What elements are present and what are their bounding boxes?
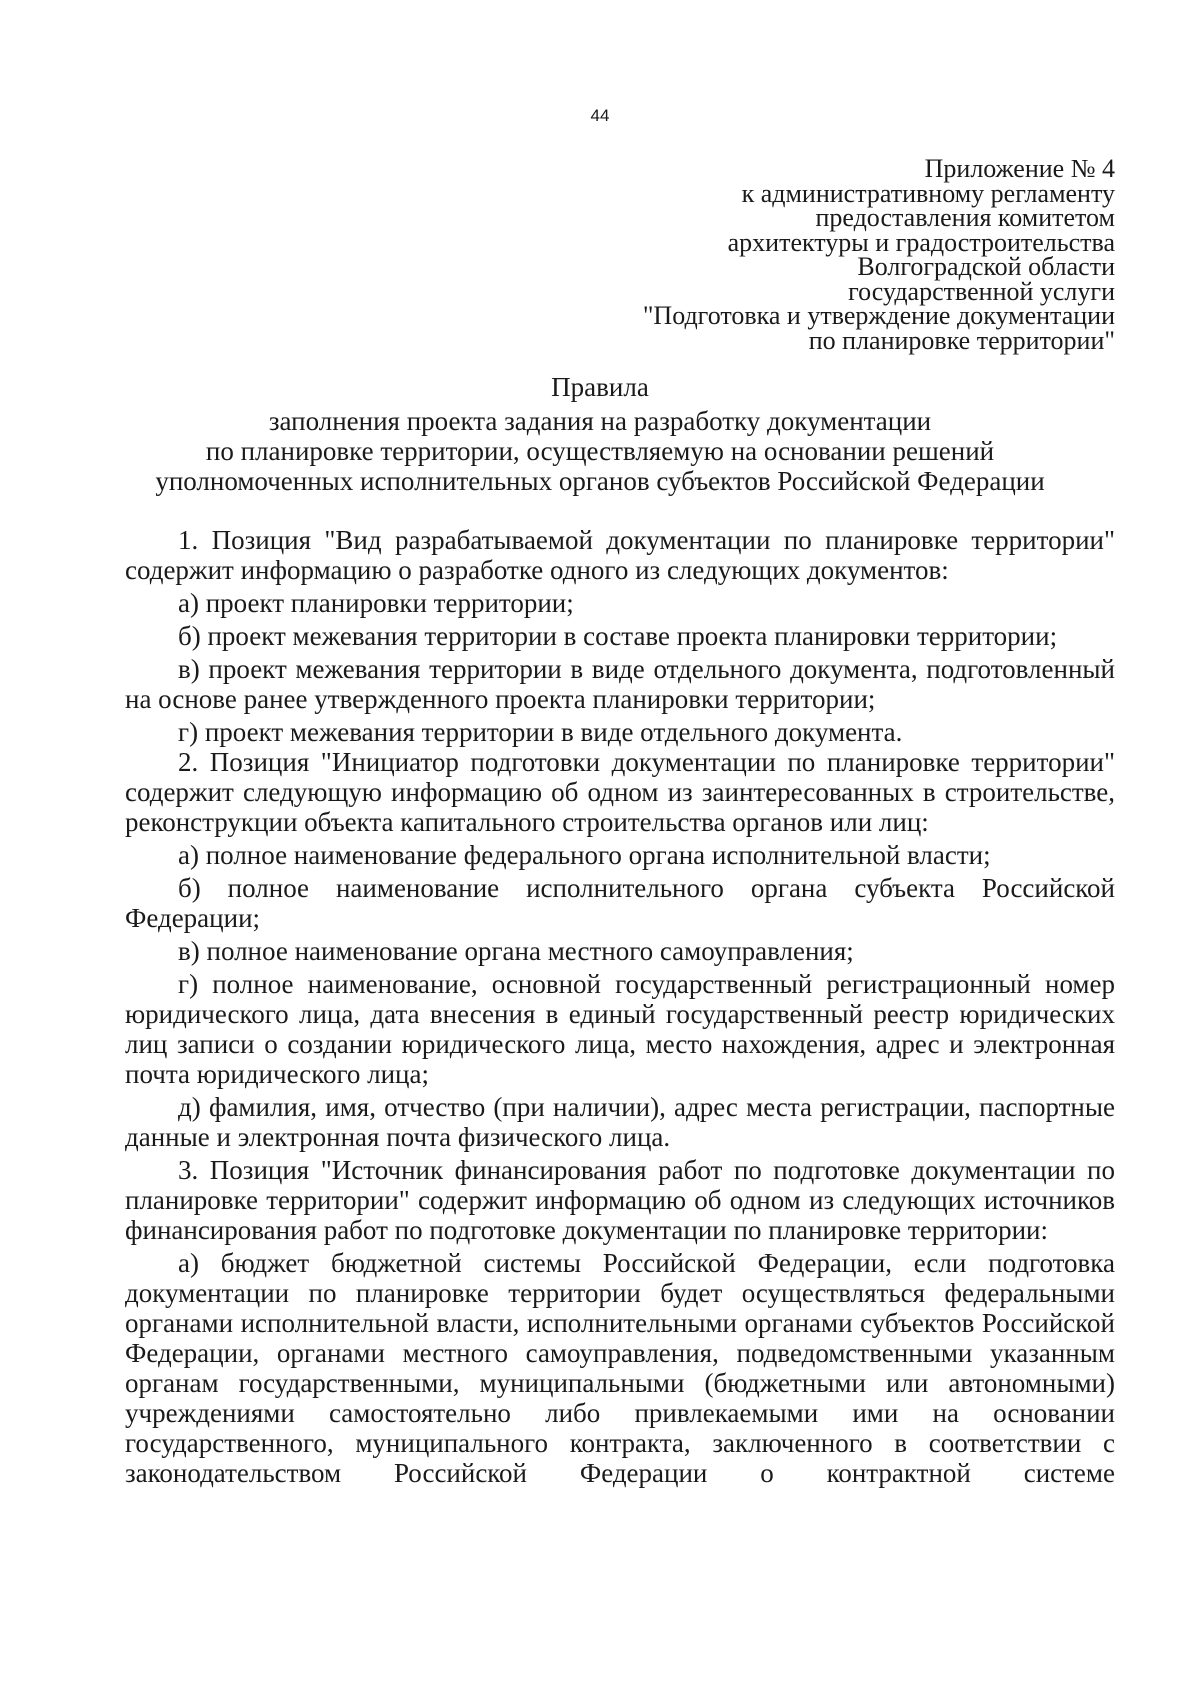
document-body [125,525,1115,1488]
paragraph-subitem-1v: в) проект межевания территории в виде отдельного документа, подготовленный на основе ранее утвержденного проекта планировки территории; [125,654,1115,714]
appendix-line: Приложение № 4 [924,154,1115,183]
paragraph-subitem-3a: а) бюджет бюджетной системы Российской Федерации, если подготовка документации по планировке территории будет осуществляться федеральными органами исполнительной власти, исполнительными органами субъектов Российской Федерации, органами местного самоуправления, подведомственными указанным органам государственными, муниципальными (бюджетными или автономными) учреждениями самостоятельно либо привлекаемыми ими на основании государственного, муниципального контракта, заключенного в соответствии с законодательством Российской Федерации о контрактной системе [125,1248,1115,1488]
paragraph-item-2: 2. Позиция "Инициатор подготовки документации по планировке территории" содержит следующую информацию об одном из заинтересованных в строительстве, реконструкции объекта капитального строительства органов или лиц: [125,747,1115,837]
paragraph-subitem-1b: б) проект межевания территории в составе проекта планировки территории; [178,621,1058,651]
document-subtitle-line: по планировке территории, осуществляемую на основании решений [205,436,995,466]
appendix-line: Волгоградской области [857,252,1115,281]
appendix-line: к административному регламенту [741,178,1115,208]
document-heading [0,372,1200,496]
document-subtitle-line: заполнения проекта задания на разработку документации [268,406,932,436]
paragraph-item-3: 3. Позиция "Источник финансирования работ по подготовке документации по планировке территории" содержит информацию об одном из следующих источников финансирования работ по подготовке документации по планировке территории: [125,1155,1115,1245]
page-number: 44 [590,106,610,125]
appendix-line: предоставления комитетом [815,203,1115,232]
paragraph-subitem-1g: г) проект межевания территории в виде отдельного документа. [178,717,903,747]
paragraph-subitem-1a: а) проект планировки территории; [178,588,574,618]
paragraph-subitem-2v: в) полное наименование органа местного самоуправления; [178,936,854,966]
paragraph-subitem-2b: б) полное наименование исполнительного органа субъекта Российской Федерации; [125,873,1115,933]
appendix-header [642,154,1115,355]
document-subtitle-line: уполномоченных исполнительных органов субъектов Российской Федерации [155,466,1045,496]
paragraph-item-1: 1. Позиция "Вид разрабатываемой документации по планировке территории" содержит информацию о разработке одного из следующих документов: [125,525,1115,585]
document-title: Правила [551,372,649,402]
appendix-line: государственной услуги [848,276,1115,306]
appendix-line: архитектуры и градостроительства [727,227,1115,257]
paragraph-subitem-2a: а) полное наименование федерального органа исполнительной власти; [178,840,991,870]
appendix-line: по планировке территории" [808,325,1115,355]
paragraph-subitem-2g: г) полное наименование, основной государственный регистрационный номер юридического лица, дата внесения в единый государственный реестр юридических лиц записи о создании юридического лица, место нахождения, адрес и электронная почта юридического лица; [125,969,1115,1089]
paragraph-subitem-2d: д) фамилия, имя, отчество (при наличии), адрес места регистрации, паспортные данные и электронная почта физического лица. [125,1092,1115,1152]
appendix-line: "Подготовка и утверждение документации [642,301,1115,330]
